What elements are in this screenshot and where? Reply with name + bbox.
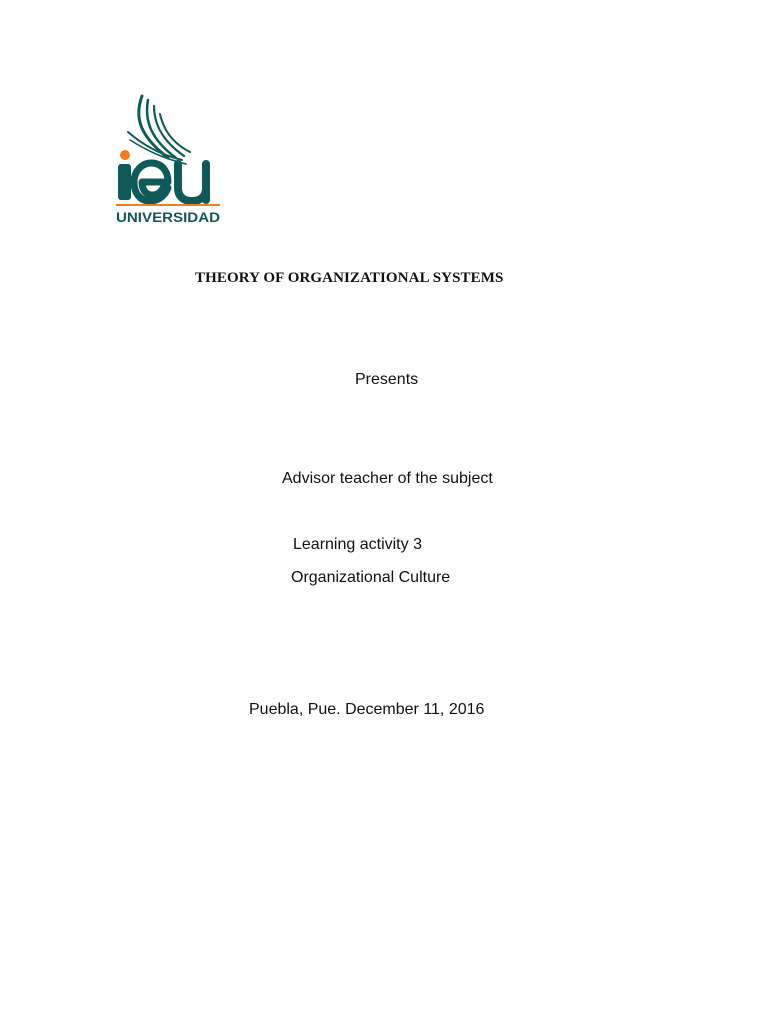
- advisor-line: Advisor teacher of the subject: [282, 470, 493, 487]
- logo-wing-stroke: [147, 100, 176, 158]
- learning-activity-line: Learning activity 3: [293, 536, 422, 553]
- logo-orange-rule: [116, 204, 220, 206]
- logo-letter-i: [118, 164, 131, 200]
- place-date-line: Puebla, Pue. December 11, 2016: [249, 701, 485, 718]
- logo-wing-stroke: [160, 114, 190, 152]
- logo-universidad-text: UNIVERSIDAD: [116, 210, 221, 225]
- logo-letter-e: [134, 163, 168, 201]
- ieu-universidad-logo: [112, 92, 224, 227]
- logo-letter-u: [178, 164, 206, 201]
- logo-orange-dot: [120, 150, 130, 160]
- topic-line: Organizational Culture: [291, 569, 451, 586]
- presents-label: Presents: [355, 371, 419, 388]
- document-title: THEORY OF ORGANIZATIONAL SYSTEMS: [195, 270, 504, 286]
